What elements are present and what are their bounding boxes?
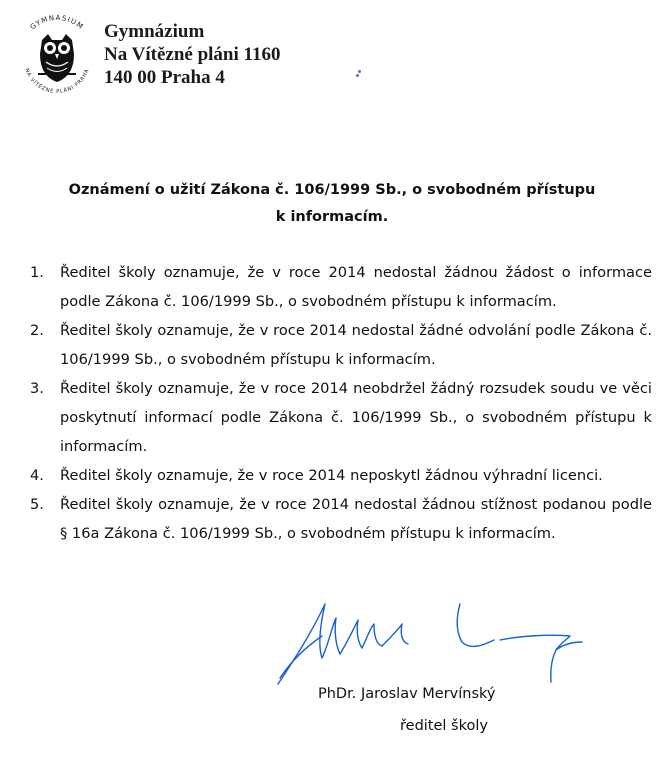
announcement-list <box>30 258 652 548</box>
ink-dot <box>358 70 361 73</box>
list-item <box>30 258 652 316</box>
list-item <box>30 490 652 548</box>
logo-text-top: GYMNASIUM <box>28 13 86 32</box>
list-item <box>30 374 652 461</box>
owl-seal-icon <box>12 10 102 100</box>
item-text: Ředitel školy oznamuje, že v roce 2014 neobdržel žádný rozsudek soudu ve věci poskytnutí informací podle Zákona č. 106/1999 Sb., o svobodném přístupu k informacím. <box>60 380 652 455</box>
item-text: Ředitel školy oznamuje, že v roce 2014 nedostal žádnou žádost o informace podle Zákona č. 106/1999 Sb., o svobodném přístupu k informacím. <box>60 264 652 310</box>
item-text: Ředitel školy oznamuje, že v roce 2014 nedostal žádné odvolání podle Zákona č. 106/1999 Sb., o svobodném přístupu k informacím. <box>60 322 652 368</box>
item-text: Ředitel školy oznamuje, že v roce 2014 nedostal žádnou stížnost podanou podle § 16a Zákona č. 106/1999 Sb., o svobodném přístupu k informacím. <box>60 496 652 542</box>
item-number: 4. <box>30 467 44 484</box>
item-number: 3. <box>30 380 44 397</box>
document-title: Oznámení o užití Zákona č. 106/1999 Sb., o svobodném přístupu <box>68 182 596 198</box>
document-title-continued: k informacím. <box>275 209 389 225</box>
item-number: 1. <box>30 264 44 281</box>
school-logo <box>12 10 102 100</box>
item-text: Ředitel školy oznamuje, že v roce 2014 neposkytl žádnou výhradní licenci. <box>60 467 603 484</box>
signer-role: ředitel školy <box>400 718 488 734</box>
svg-text:GYMNASIUM <box>29 14 86 31</box>
school-street: Na Vítězné pláni 1160 <box>104 44 281 65</box>
handwritten-signature <box>270 596 590 686</box>
school-city: 140 00 Praha 4 <box>104 67 225 88</box>
school-address <box>104 20 280 89</box>
school-name: Gymnázium <box>104 21 205 42</box>
item-number: 5. <box>30 496 44 513</box>
item-number: 2. <box>30 322 44 339</box>
ink-dot <box>356 74 359 77</box>
logo-text-bottom: NA VÍTĚZNÉ PLÁNI PRAHA <box>23 67 91 96</box>
signer-name: PhDr. Jaroslav Mervínský <box>318 686 496 702</box>
list-item <box>30 461 652 490</box>
list-item <box>30 316 652 374</box>
